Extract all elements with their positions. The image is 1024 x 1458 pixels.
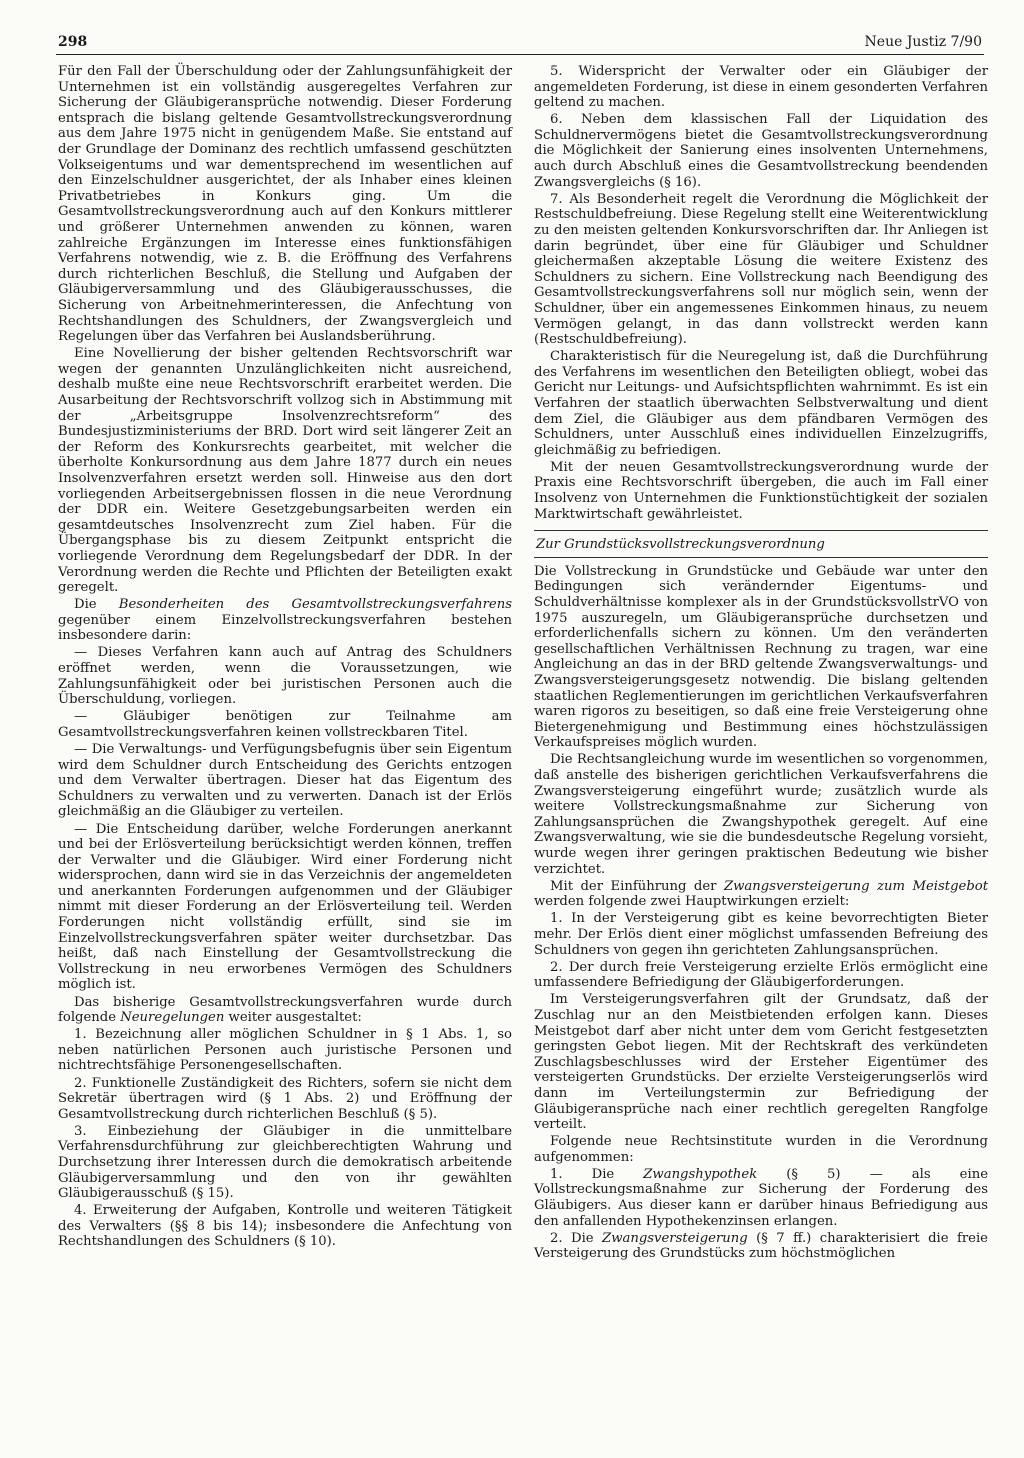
- bullet-item: — Die Entscheidung darüber, welche Forderungen anerkannt und bei der Erlösverteilung berücksichtigt werden können, treffen der Verwalter und die Gläubiger. Wird einer Forderung nicht widersprochen, dann wird sie in das Verzeichnis der angemeldeten und anerkannten Forderungen aufgenommen und der Gläubiger nimmt mit dieser Forderung an der Erlösverteilung teil. Werden Forderungen nicht vollständig erfüllt, sind sie im Einzelvollstreckungsverfahren später weiter durchsetzbar. Das heißt, daß nach Einstellung der Gesamtvollstreckung die Vollstreckung in neu erworbenes Vermögen des Schuldners möglich ist.: [58, 821, 512, 993]
- italic-phrase: Zwangshypothek: [643, 1166, 758, 1182]
- page-number: 298: [58, 34, 88, 50]
- journal-issue: Neue Justiz 7/90: [864, 34, 982, 50]
- italic-phrase: Zwangsversteigerung zum Meistgebot: [723, 878, 989, 894]
- paragraph: [58, 995, 512, 1026]
- bullet-item: — Gläubiger benötigen zur Teilnahme am Gesamtvollstreckungsverfahren keinen vollstreckbaren Titel.: [58, 709, 512, 740]
- numbered-item: [534, 1231, 988, 1262]
- paragraph: Mit der neuen Gesamtvollstreckungsverordnung wurde der Praxis eine Rechtsvorschrift übergeben, die auch im Fall einer Insolvenz von Unternehmen die Funktionstüchtigkeit der sozialen Marktwirtschaft gewährleistet.: [534, 459, 988, 522]
- numbered-item: 5. Widerspricht der Verwalter oder ein Gläubiger der angemeldeten Forderung, ist diese in einem gesonderten Verfahren geltend zu machen.: [534, 64, 988, 111]
- text-run: 2. Die: [550, 1230, 603, 1246]
- numbered-item: 1. Bezeichnung aller möglichen Schuldner in § 1 Abs. 1, so neben natürlichen Personen auch juristische Personen und nichtrechtsfähige Personengesellschaften.: [58, 1027, 512, 1074]
- paragraph: [534, 879, 988, 910]
- numbered-item: 1. In der Versteigerung gibt es keine bevorrechtigten Bieter mehr. Der Erlös dient einer möglichst umfassenden Befreiung des Schuldners von gegen ihn gerichteten Zahlungsansprüchen.: [534, 911, 988, 958]
- right-column: [534, 64, 988, 1263]
- text-run: weiter ausgestaltet:: [224, 1010, 362, 1026]
- bullet-item: — Dieses Verfahren kann auch auf Antrag des Schuldners eröffnet werden, wenn die Voraussetzungen, wie Zahlungsunfähigkeit oder bei juristischen Personen auch die Überschuldung, vorliegen.: [58, 645, 512, 708]
- numbered-item: 2. Der durch freie Versteigerung erzielte Erlös ermöglicht eine umfassendere Befriedigung der Gläubigerforderungen.: [534, 959, 988, 991]
- text-run: gegenüber einem Einzelvollstreckungsverfahren bestehen insbesondere darin:: [58, 612, 512, 644]
- paragraph: Charakteristisch für die Neuregelung ist, daß die Durchführung des Verfahrens im wesentlichen den Beteiligten obliegt, wobei das Gericht nur Leitungs- und Aufsichtspflichten wahrnimmt. Es ist ein Verfahren der staatlich überwachten Selbstverwaltung und dient dem Ziel, die Gläubiger aus dem pfändbaren Vermögen des Schuldners, unter Ausschluß eines individuellen Einzelzugriffs, gleichmäßig zu befriedigen.: [534, 349, 988, 458]
- section-heading: Zur Grundstücksvollstreckungsverordnung: [534, 530, 988, 558]
- numbered-item: [534, 1167, 988, 1229]
- paragraph: Die Vollstreckung in Grundstücke und Gebäude war unter den Bedingungen sich verändernder Eigentums- und Schuldverhältnisse komplexer als in der GrundstücksvollstrVO von 1975 auszuregeln, um Gläubigeransprüche durchsetzen und erforderlichenfalls sichern zu können. Um den veränderten gesellschaftlichen Verhältnissen Rechnung zu tragen, war eine Angleichung an das in der BRD geltende Zwangsverwaltungs- und Zwangsversteigerungsgesetz notwendig. Die bislang geltenden staatlichen Reglementierungen im gerichtlichen Verkaufsverfahren waren rigoros zu beseitigen, so daß eine freie Versteigerung ohne Bietergenehmigung und Bestimmung eines höchstzulässigen Verkaufspreises möglich wurden.: [534, 563, 988, 751]
- paragraph: Für den Fall der Überschuldung oder der Zahlungsunfähigkeit der Unternehmen ist ein vollständig ausgeregeltes Verfahren zur Sicherung der Gläubigeransprüche notwendig. Dieser Forderung entsprach die bislang geltende Gesamtvollstreckungsverordnung aus dem Jahre 1975 nicht in genügendem Maße. Sie entstand auf der Grundlage der Dominanz des rechtlich umfassend geschützten Volkseigentums und war dementsprechend im wesentlichen auf den Einzelschuldner ausgerichtet, der als Inhaber eines kleinen Privatbetriebes in Konkurs ging. Um die Gesamtvollstreckungsverordnung auch auf den Konkurs mittlerer und größerer Unternehmen anwenden zu können, waren zahlreiche Ergänzungen im Interesse eines funktionsfähigen Verfahrens notwendig, wie z. B. die Eröffnung des Verfahrens durch richterlichen Beschluß, die Stellung und Aufgaben der Gläubigerversammlung und des Gläubigerausschusses, die Sicherung von Arbeitnehmerinteressen, die Anfechtung von Rechtshandlungen des Schuldners, der Zwangsvergleich und Regelungen über das Verfahren bei Auslandsberührung.: [58, 64, 512, 345]
- bullet-item: — Die Verwaltungs- und Verfügungsbefugnis über sein Eigentum wird dem Schuldner durch Entscheidung des Gerichts entzogen und dem Verwalter übertragen. Dieser hat das Eigentum des Schuldners zu verwalten und zu verwerten. Danach ist der Erlös gleichmäßig an die Gläubiger zu verteilen.: [58, 742, 512, 820]
- text-run: 1. Die: [550, 1166, 644, 1182]
- paragraph: Im Versteigerungsverfahren gilt der Grundsatz, daß der Zuschlag nur an den Meistbietenden erfolgen kann. Dieses Meistgebot darf aber nicht unter dem vom Gericht festgesetzten geringsten Gebot liegen. Mit der Rechtskraft des verkündeten Zuschlagsbeschlusses wird der Ersteher Eigentümer des versteigerten Grundstücks. Der erzielte Versteigerungserlös wird dann im Verteilungstermin zur Befriedigung der Gläubigeransprüche nach einer rechtlich geregelten Rangfolge verteilt.: [534, 992, 988, 1133]
- italic-phrase: Zwangsversteigerung: [602, 1230, 748, 1246]
- paragraph: Folgende neue Rechtsinstitute wurden in die Verordnung aufgenommen:: [534, 1134, 988, 1165]
- numbered-item: 6. Neben dem klassischen Fall der Liquidation des Schuldnervermögens bietet die Gesamtvollstreckungsverordnung die Möglichkeit der Sanierung eines insolventen Unternehmens, auch durch Abschluß eines die Gesamtvollstreckung beendenden Zwangsvergleichs (§ 16).: [534, 112, 988, 190]
- text-run: (§ 5) — als eine Vollstreckungsmaßnahme zur Sicherung der Forderung des Gläubigers. Aus dieser kann er darüber hinaus Befriedigung aus den anfallenden Hypothekenzinsen erlangen.: [534, 1166, 988, 1229]
- left-column: [58, 64, 512, 1252]
- text-run: Das bisherige Gesamtvollstreckungsverfahren wurde durch folgende: [58, 994, 512, 1026]
- numbered-item: 4. Erweiterung der Aufgaben, Kontrolle und weiteren Tätigkeit des Verwalters (§§ 8 bis 14); insbesondere die Anfechtung von Rechtshandlungen des Schuldners (§ 10).: [58, 1203, 512, 1250]
- paragraph: [58, 597, 512, 644]
- italic-phrase: Neuregelungen: [120, 1010, 225, 1026]
- text-run: Die: [74, 597, 119, 613]
- numbered-item: 3. Einbeziehung der Gläubiger in die unmittelbare Verfahrensdurchführung zur gleichberechtigten Wahrung und Durchsetzung ihrer Interessen durch die demokratisch arbeitende Gläubigerversammlung und den von ihr gewählten Gläubigerausschuß (§ 15).: [58, 1123, 512, 1202]
- numbered-item: 7. Als Besonderheit regelt die Verordnung die Möglichkeit der Restschuldbefreiung. Diese Regelung stellt eine Weiterentwicklung zu den meisten geltenden Konkursvorschriften dar. Ihr Anliegen ist darin begründet, über eine für Gläubiger und Schuldner gleichermaßen akzeptable Lösung die weitere Existenz des Schuldners zu sichern. Eine Vollstreckung nach Beendigung des Gesamtvollstreckungsverfahrens soll nur möglich sein, wenn der Schuldner, über ein angemessenes Einkommen hinaus, zu neuem Vermögen gelangt, in das dann vollstreckt werden kann (Restschuldbefreiung).: [534, 191, 988, 348]
- text-run: Mit der Einführung der: [550, 878, 724, 894]
- italic-phrase: Besonderheiten des Gesamtvollstreckungsverfahrens: [118, 597, 512, 613]
- text-run: werden folgende zwei Hauptwirkungen erzielt:: [534, 894, 850, 910]
- paragraph: Die Rechtsangleichung wurde im wesentlichen so vorgenommen, daß anstelle des bisherigen gerichtlichen Verkaufsverfahrens die Zwangsversteigerung eingeführt wurde; zusätzlich wurde als weitere Vollstreckungsmaßnahme zur Sicherung von Zahlungsansprüchen die Zwangshypothek geregelt. Auf eine Zwangsverwaltung, wie sie die bundesdeutsche Regelung vorsieht, wurde wegen ihrer geringen praktischen Bedeutung wie bisher verzichtet.: [534, 752, 988, 877]
- page-header: [56, 30, 984, 55]
- numbered-item: 2. Funktionelle Zuständigkeit des Richters, sofern sie nicht dem Sekretär übertragen wird (§ 1 Abs. 2) und Eröffnung der Gesamtvollstreckung durch richterlichen Beschluß (§ 5).: [58, 1075, 512, 1122]
- text-run: (§ 7 ff.) charakterisiert die freie Versteigerung des Grundstücks zum höchstmöglichen: [534, 1230, 988, 1262]
- paragraph: Eine Novellierung der bisher geltenden Rechtsvorschrift war wegen der genannten Unzulänglichkeiten nicht ausreichend, deshalb mußte eine neue Rechtsvorschrift erarbeitet werden. Die Ausarbeitung der Rechtsvorschrift vollzog sich in Abstimmung mit der „Arbeitsgruppe Insolvenzrechtsreform“ des Bundesjustizministeriums der BRD. Dort wird seit längerer Zeit an der Reform des Konkursrechts gearbeitet, mit welcher die überholte Konkursordnung aus dem Jahre 1877 durch ein neues Insolvenzverfahren ersetzt werden soll. Hinweise aus den dort vorliegenden Arbeitsergebnissen flossen in die neue Verordnung der DDR ein. Weitere Gesetzgebungsarbeiten werden ein gesamtdeutsches Insolvenzrecht zum Ziel haben. Für die Übergangsphase bis zu diesem Zeitpunkt entspricht die vorliegende Verordnung dem Regelungsbedarf der DDR. In der Verordnung werden die Rechte und Pflichten der Beteiligten exakt geregelt.: [58, 346, 512, 596]
